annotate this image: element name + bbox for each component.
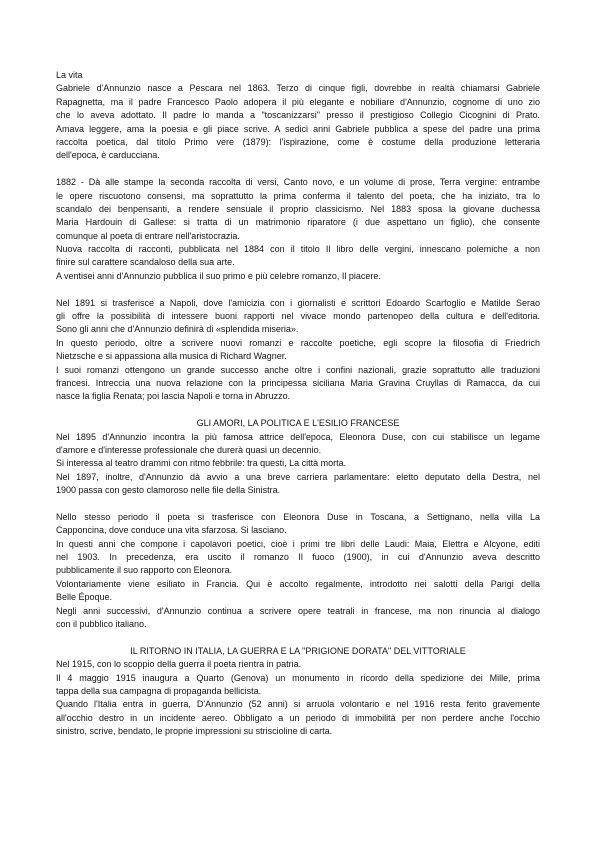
text-line: Nel 1897, inoltre, d'Annunzio dà avvio a una breve carriera parlamentare: eletto deputato della Destra, nel <box>56 471 540 482</box>
text-line: Si interessa al teatro drammi con ritmo febbrile: tra questi, La città morta. <box>56 458 347 469</box>
text-line: Maria Hardouin di Gallese: si tratta di un matrimonio riparatore (i due aspettano un figlio), che consente <box>56 217 540 228</box>
text-line: Quando l'Italia entra in guerra, D'Annunzio (52 anni) si arruola volontario e nel 1916 resta ferito gravemente <box>56 699 540 710</box>
text-line: 1882 - Dà alle stampe la seconda raccolta di versi, Canto novo, e un volume di prose, Terra vergine: entrambe <box>56 177 540 188</box>
text-line: Sono gli anni che d'Annunzio definirà di «splendida miseria». <box>56 324 299 335</box>
text-line: In questi anni che compone i capolavori poetici, cioè i primi tre libri delle Laudi: Maia, Elettra e Alcyone, editi <box>56 538 540 549</box>
text-line: Nel 1895 d'Annunzio incontra la più famosa attrice dell'epoca, Eleonora Duse, con cui stabilisce un legame <box>56 431 540 442</box>
text-line: Capponcina, dove conduce una vita sfarzosa. Si lasciano. <box>56 525 287 536</box>
text-line: nasce la figlia Renata; poi lascia Napoli e torna in Abruzzo. <box>56 391 291 402</box>
text-line: Nel 1891 si trasferisce a Napoli, dove l'amicizia con i giornalisti e scrittori Edoardo Scarfoglio e Matilde Serao <box>56 297 540 308</box>
text-line: Rapagnetta, ma il padre Francesco Paolo adopera il più elegante e nobiliare d'Annunzio, cognome di uno zio <box>56 96 540 107</box>
text-line: francesi. Intreccia una nuova relazione con la principessa siciliana Maria Gravina Cruyllas di Ramacca, da cui <box>56 377 540 388</box>
text-line: Negli anni successivi, d'Annunzio continua a scrivere opere teatrali in francese, ma non rinuncia al dialogo <box>56 605 540 616</box>
text-line: gli offre la possibilità di intessere buoni rapporti nel vivace mondo partenopeo della cultura e dell'editoria. <box>56 311 540 322</box>
section-heading-la-vita: La vita <box>56 70 83 80</box>
text-line: con il pubblico italiano. <box>56 619 147 630</box>
text-line: Gabriele d'Annunzio nasce a Pescara nel 1863. Terzo di cinque figli, dovrebbe in realtà chiamarsi Gabriele <box>56 83 540 94</box>
text-line: dell'epoca, è carducciana. <box>56 150 160 161</box>
text-line: Nel 1915, con lo scoppio della guerra il poeta rientra in patria. <box>56 659 302 670</box>
text-line: pubblicamente il suo rapporto con Eleonora. <box>56 565 233 576</box>
text-line: 1900 passa con gesto clamoroso nelle file della Sinistra. <box>56 485 281 496</box>
text-line: tappa della sua campagna di propaganda bellicista. <box>56 685 262 696</box>
text-line: raccolta poetica, dal titolo Primo vere (1879): l'ispirazione, come è costume della produzione letteraria <box>56 136 540 147</box>
text-line: d'amore e d'interesse professionale che durerà quasi un decennio. <box>56 444 322 455</box>
text-line: Nietzsche e si appassiona alla musica di Richard Wagner. <box>56 351 287 362</box>
text-line: sinistro, scrive, bendato, le proprie impressioni su striscioline di carta. <box>56 726 333 737</box>
text-line: I suoi romanzi ottengono un grande successo anche oltre i confini nazionali, grazie soprattutto alle traduzioni <box>56 364 540 375</box>
text-line: finire sul carattere scandaloso della sua arte. <box>56 257 235 268</box>
text-line: Nuova raccolta di racconti, pubblicata nel 1884 con il titolo Il libro delle vergini, innescano polemiche a non <box>56 244 540 255</box>
text-line: che lo aveva adottato. Il padre lo manda a "toscanizzarsi" presso il prestigioso Collegio Cicognini di Prato. <box>56 110 540 121</box>
text-line: nel 1903. In precedenza, era uscito il romanzo Il fuoco (1900), in cui d'Annunzio aveva descritto <box>56 552 540 563</box>
text-line: Amava leggere, ama la poesia e gli piace scrive. A sedici anni Gabriele pubblica a spese del padre una prima <box>56 123 540 134</box>
text-line: Belle Époque. <box>56 592 113 603</box>
text-line: Il 4 maggio 1915 inaugura a Quarto (Genova) un monumento in ricordo della spedizione dei Mille, prima <box>56 672 540 683</box>
text-line: A ventisei anni d'Annunzio pubblica il suo primo e più celebre romanzo, Il piacere. <box>56 270 381 281</box>
text-line: comunque al poeta di entrare nell'aristocrazia. <box>56 230 240 241</box>
text-line: le opere riscuotono consensi, ma soprattutto la prima conferma il talento del poeta, che ha iniziato, tra lo <box>56 190 540 201</box>
text-line: all'occhio destro in un incidente aereo. Obbligato a un periodo di immobilità per non perdere anche l'occhio <box>56 712 540 723</box>
section-heading-amori: GLI AMORI, LA POLITICA E L'ESILIO FRANCESE <box>196 418 400 429</box>
document-page <box>56 69 540 739</box>
text-line: scandalo dei benpensanti, a rendere sensuale il proprio classicismo. Nel 1883 sposa la giovane duchessa <box>56 203 540 214</box>
text-line: Nello stesso periodo il poeta si trasferisce con Eleonora Duse in Toscana, a Settignano, nella villa La <box>56 511 540 522</box>
text-line: Volontariamente viene esiliato in Francia. Qui è accolto regalmente, introdotto nei salotti della Parigi della <box>56 578 540 589</box>
section-heading-ritorno: IL RITORNO IN ITALIA, LA GUERRA E LA "PRIGIONE DORATA" DEL VITTORIALE <box>130 645 466 656</box>
text-line: In questo periodo, oltre a scrivere nuovi romanzi e raccolte poetiche, egli scopre la filosofia di Friedrich <box>56 337 540 348</box>
